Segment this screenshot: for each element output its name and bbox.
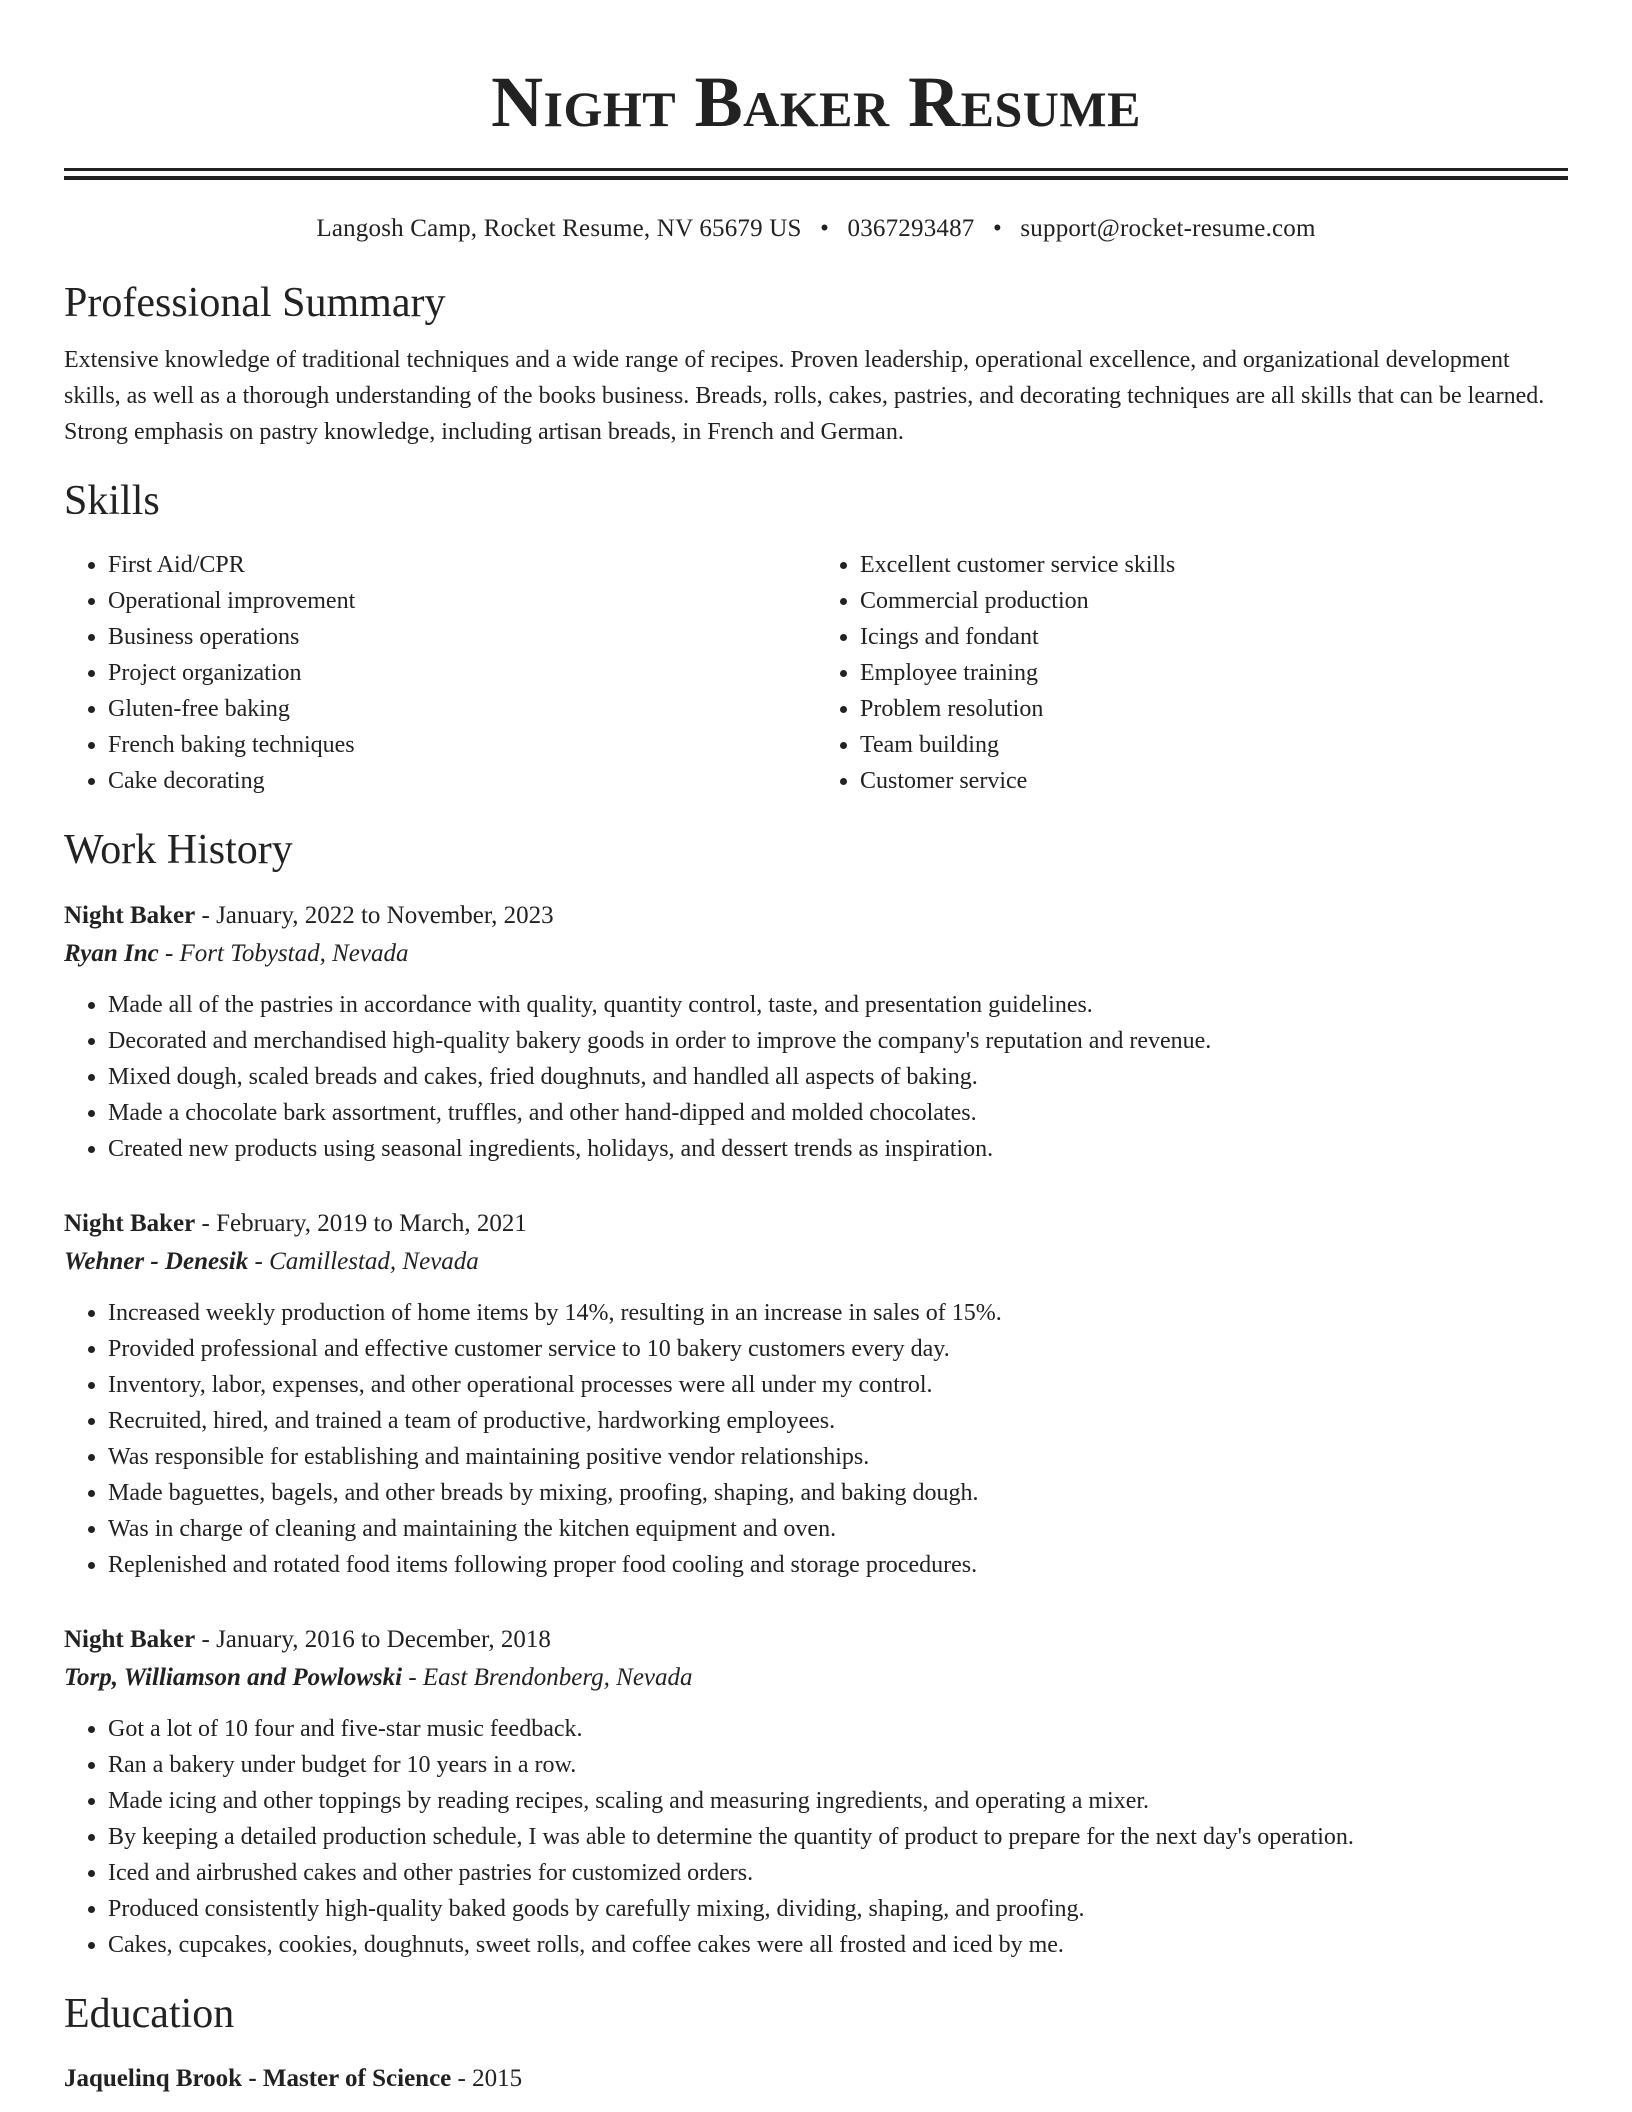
skill-item: • Operational improvement (108, 583, 816, 619)
contact-line (64, 214, 1568, 244)
job-bullet: • Recruited, hired, and trained a team of productive, hardworking employees. (108, 1403, 1568, 1439)
job-bullets (64, 1295, 1568, 1583)
skill-item: • Gluten-free baking (108, 691, 816, 727)
job-dates: - January, 2022 to November, 2023 (195, 902, 554, 930)
skill-item: • Problem resolution (860, 691, 1568, 727)
skill-item: • Customer service (860, 763, 1568, 799)
skill-item: • First Aid/CPR (108, 547, 816, 583)
skill-item: • Cake decorating (108, 763, 816, 799)
contact-phone: 0367293487 (847, 215, 975, 242)
job-bullet: • Inventory, labor, expenses, and other operational processes were all under my control. (108, 1367, 1568, 1403)
job-company-line (64, 935, 1568, 973)
education-year: - 2015 (451, 2064, 523, 2092)
resume-title: Night Baker Resume (491, 62, 1141, 142)
job-title: Night Baker (64, 902, 196, 930)
job-entry (64, 897, 1568, 1167)
skill-item: • Employee training (860, 655, 1568, 691)
skill-item: • Excellent customer service skills (860, 547, 1568, 583)
contact-separator: • (992, 215, 1002, 242)
skill-item: • Business operations (108, 619, 816, 655)
skills-list (64, 547, 1568, 799)
work-history-heading: Work History (64, 826, 293, 873)
skills-heading: Skills (64, 478, 160, 525)
job-bullet: • Cakes, cupcakes, cookies, doughnuts, sweet rolls, and coffee cakes were all frosted and iced by me. (108, 1927, 1568, 1963)
job-title-line (64, 1205, 1568, 1243)
skills-column-right (816, 547, 1568, 799)
job-dates: - February, 2019 to March, 2021 (195, 1210, 527, 1238)
education-entry (64, 2060, 1568, 2098)
skill-item: • Commercial production (860, 583, 1568, 619)
contact-separator: • (820, 215, 830, 242)
job-bullet: • Replenished and rotated food items following proper food cooling and storage procedures. (108, 1547, 1568, 1583)
job-bullet: • Made baguettes, bagels, and other breads by mixing, proofing, shaping, and baking dough. (108, 1475, 1568, 1511)
job-bullet: • Provided professional and effective customer service to 10 bakery customers every day. (108, 1331, 1568, 1367)
job-bullet: • Made icing and other toppings by reading recipes, scaling and measuring ingredients, and operating a mixer. (108, 1783, 1568, 1819)
job-bullet: • Made all of the pastries in accordance with quality, quantity control, taste, and presentation guidelines. (108, 987, 1568, 1023)
contact-address: Langosh Camp, Rocket Resume, NV 65679 US (316, 215, 802, 242)
skill-item: • Project organization (108, 655, 816, 691)
job-bullet: • Was responsible for establishing and maintaining positive vendor relationships. (108, 1439, 1568, 1475)
job-bullet: • Created new products using seasonal ingredients, holidays, and dessert trends as inspiration. (108, 1131, 1568, 1167)
skill-item: • Team building (860, 727, 1568, 763)
job-entry (64, 1621, 1568, 1963)
job-bullet: • Mixed dough, scaled breads and cakes, fried doughnuts, and handled all aspects of baking. (108, 1059, 1568, 1095)
job-bullet: • Decorated and merchandised high-quality bakery goods in order to improve the company's reputation and revenue. (108, 1023, 1568, 1059)
skill-item: • Icings and fondant (860, 619, 1568, 655)
job-bullet: • Produced consistently high-quality baked goods by carefully mixing, dividing, shaping, and proofing. (108, 1891, 1568, 1927)
education-heading: Education (64, 1991, 235, 2038)
job-company: Wehner - Denesik (64, 1248, 249, 1276)
job-bullet: • Got a lot of 10 four and five-star music feedback. (108, 1711, 1568, 1747)
job-bullet: • Iced and airbrushed cakes and other pastries for customized orders. (108, 1855, 1568, 1891)
summary-heading: Professional Summary (64, 280, 446, 326)
job-bullet: • Was in charge of cleaning and maintaining the kitchen equipment and oven. (108, 1511, 1568, 1547)
job-bullet: • Made a chocolate bark assortment, truffles, and other hand-dipped and molded chocolates. (108, 1095, 1568, 1131)
job-bullet: • Increased weekly production of home items by 14%, resulting in an increase in sales of 15%. (108, 1295, 1568, 1331)
job-bullet: • Ran a bakery under budget for 10 years in a row. (108, 1747, 1568, 1783)
job-title-line (64, 1621, 1568, 1659)
job-location: - Fort Tobystad, Nevada (158, 940, 409, 968)
job-company-line (64, 1659, 1568, 1697)
summary-text: Extensive knowledge of traditional techniques and a wide range of recipes. Proven leadership, operational excellence, and organizational development skills, as well as a thorough understanding of the books business. Breads, rolls, cakes, pastries, and decorating techniques are all skills that can be learned. Strong emphasis on pastry knowledge, including artisan breads, in French and German. (64, 347, 1545, 446)
job-location: - East Brendonberg, Nevada (402, 1664, 693, 1692)
job-bullets (64, 1711, 1568, 1963)
job-bullet: • By keeping a detailed production schedule, I was able to determine the quantity of product to prepare for the next day's operation. (108, 1819, 1568, 1855)
job-dates: - January, 2016 to December, 2018 (195, 1626, 551, 1654)
job-company-line (64, 1243, 1568, 1281)
education-degree: - Master of Science (248, 2064, 452, 2092)
contact-email: support@rocket-resume.com (1020, 215, 1316, 242)
job-title-line (64, 897, 1568, 935)
skill-item: • French baking techniques (108, 727, 816, 763)
job-company: Torp, Williamson and Powlowski (64, 1664, 403, 1692)
job-bullets (64, 987, 1568, 1167)
job-title: Night Baker (64, 1626, 196, 1654)
job-company: Ryan Inc (64, 940, 159, 968)
skills-column-left (64, 547, 816, 799)
job-entry (64, 1205, 1568, 1583)
job-title: Night Baker (64, 1210, 196, 1238)
education-school: Jaquelinq Brook (64, 2064, 243, 2092)
job-location: - Camillestad, Nevada (248, 1248, 479, 1276)
title-divider (64, 168, 1568, 180)
